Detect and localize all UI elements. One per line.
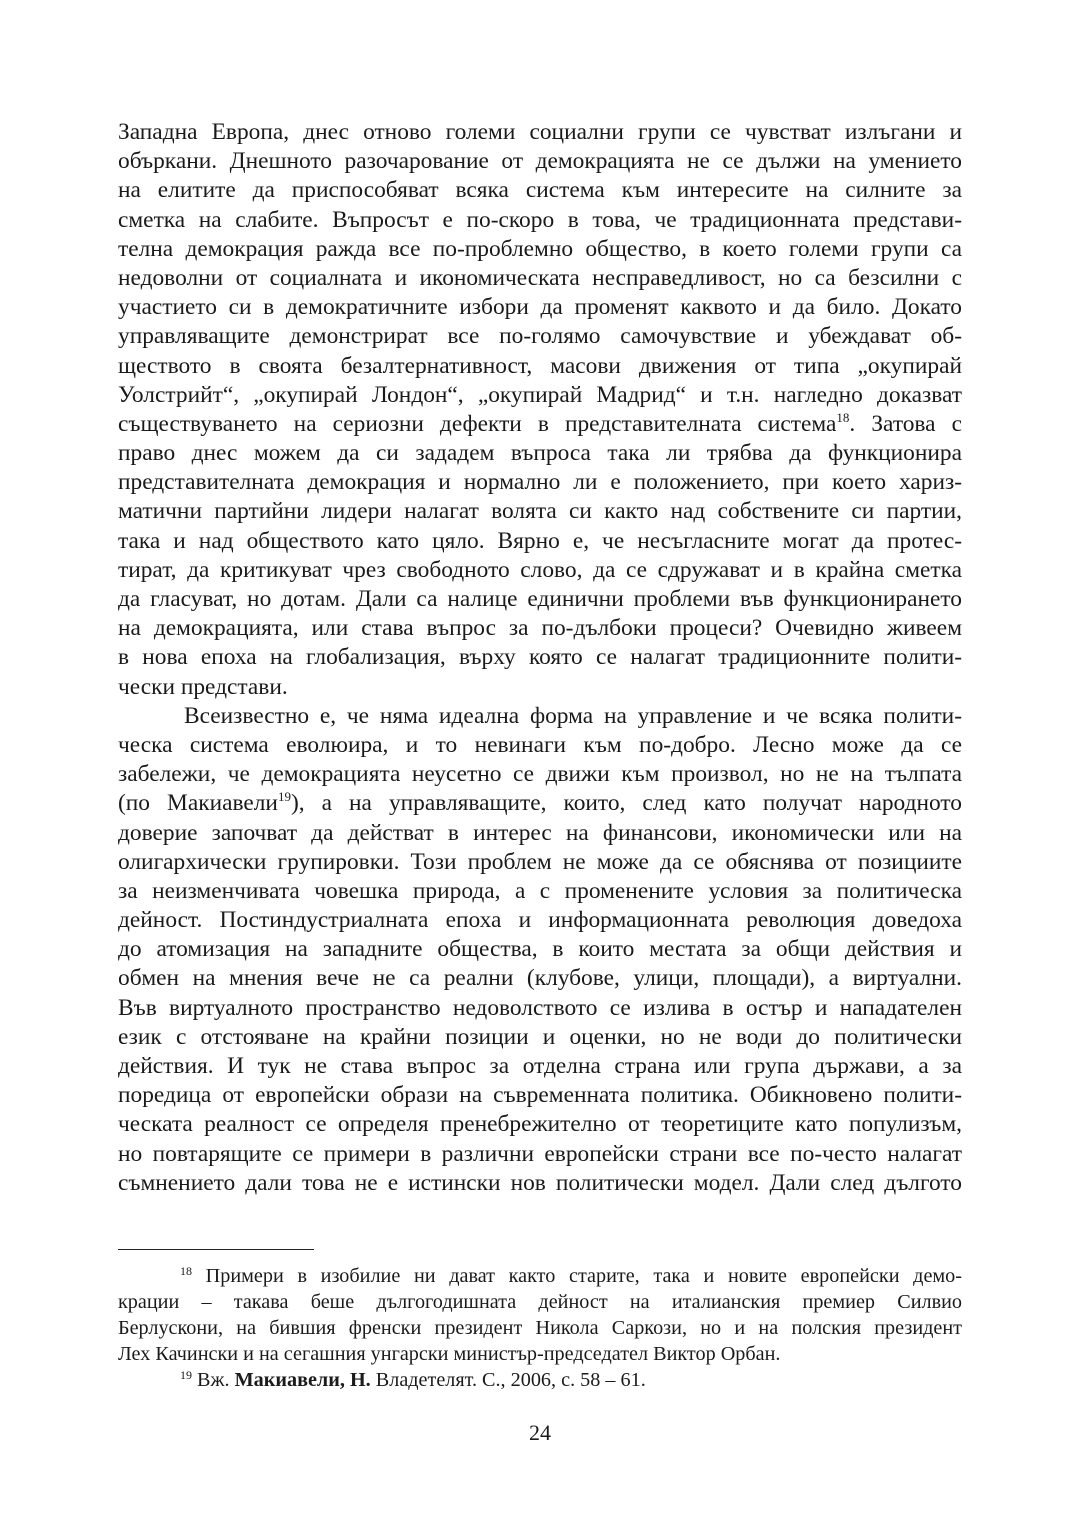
footnote-citation: Владетелят. С., 2006, с. 58 – 61. xyxy=(370,1369,646,1391)
text-line: да гласуват, но дотам. Дали са налице единични проблеми във функционирането xyxy=(118,586,962,612)
text-line: ческа система еволюира, и то невинаги към по-добро. Лесно може да се xyxy=(118,731,962,758)
text-line: представителната демокрация и нормално ли е положението, при което хариз- xyxy=(118,469,962,496)
text-line: поредица от европейски образи на съвременната политика. Обикновено полити- xyxy=(118,1082,962,1109)
footnotes xyxy=(118,1263,962,1393)
text-line: олигархически групировки. Този проблем не може да се обяснява от позициите xyxy=(118,848,962,875)
text-line: до атомизация на западните общества, в които местата за общи действия и xyxy=(118,936,962,963)
text-line: така и над обществото като цяло. Вярно е, че несъгласните могат да протес- xyxy=(118,527,962,554)
footnote-line: крации – такава беше дългогодишната дейност на италианския премиер Силвио xyxy=(118,1291,962,1313)
footnote-18 xyxy=(118,1263,962,1289)
footnote-ref-18[interactable]: 18 xyxy=(836,409,850,425)
text-line: Уолстрийт“, „окупирай Лондон“, „окупирай Мадрид“ и т.н. нагледно доказват xyxy=(118,381,962,408)
text-segment: (по Макиавели xyxy=(118,790,278,817)
footnote-author: Макиавели, Н. xyxy=(234,1369,371,1391)
text-line: объркани. Днешното разочарование от демокрацията не се дължи на умението xyxy=(118,148,962,175)
text-line: но повтарящите се примери в различни европейски страни все по-често налагат xyxy=(118,1140,962,1167)
text-line: обмен на мнения вече не са реални (клубове, улици, площади), а виртуални. xyxy=(118,965,962,992)
text-line: език с отстояване на крайни позиции и оценки, но не води до политически xyxy=(118,1023,962,1050)
footnote-19 xyxy=(118,1367,962,1393)
text-line: на елитите да приспособяват всяка система към интересите на силните за xyxy=(118,177,962,204)
text-line: дейност. Постиндустриалната епоха и информационната революция доведоха xyxy=(118,907,962,934)
text-line: сметка на слабите. Въпросът е по-скоро в това, че традиционната представи- xyxy=(118,206,962,233)
text-line: ческата реалност се определя пренебрежително от теоретиците като популизъм, xyxy=(118,1111,962,1138)
footnote-line: Лех Качински и на сегашния унгарски министър-председател Виктор Орбан. xyxy=(118,1343,781,1365)
text-line: Във виртуалното пространство недоволството се излива в остър и нападателен xyxy=(118,994,962,1021)
footnote-text: Примери в изобилие ни дават както старите, така и новите европейски демо- xyxy=(205,1265,962,1287)
text-line: доверие започват да действат в интерес на финансови, икономически или на xyxy=(118,819,962,846)
page-number: 24 xyxy=(529,1420,551,1445)
text-line: недоволни от социалната и икономическата несправедливост, но са безсилни с xyxy=(118,264,962,291)
text-line-indent: Всеизвестно е, че няма идеална форма на управление и че всяка полити- xyxy=(184,702,962,729)
text-line-with-footnote-ref xyxy=(118,410,962,439)
text-segment: съществуването на сериозни дефекти в представителната система xyxy=(118,410,837,437)
text-line: телна демокрация ражда все по-проблемно общество, в което големи групи са xyxy=(118,235,962,262)
text-line: матични партийни лидери налагат волята си както над собствените си партии, xyxy=(118,498,962,525)
footnote-ref-19[interactable]: 19 xyxy=(277,789,291,805)
text-line: действия. И тук не става въпрос за отделна страна или група държави, а за xyxy=(118,1053,962,1079)
text-line: тират, да критикуват чрез свободното слово, да се сдружават и в крайна сметка xyxy=(118,556,962,583)
text-line: за неизменчивата човешка природа, а с променените условия за политическа xyxy=(118,877,962,904)
footnote-divider xyxy=(118,1249,314,1250)
text-line-with-footnote-ref xyxy=(118,789,962,818)
text-line: чески представи. xyxy=(118,673,288,700)
text-line: участието си в демократичните избори да променят каквото и да било. Докато xyxy=(118,294,962,321)
text-line: Западна Европа, днес отново големи социални групи се чувстват излъгани и xyxy=(118,119,962,145)
text-line: на демокрацията, или става въпрос за по-дълбоки процеси? Очевидно живеем xyxy=(118,615,962,642)
footnote-prefix: Вж. xyxy=(197,1369,235,1391)
footnote-line: Берлускони, на бившия френски президент Никола Саркози, но и на полския президент xyxy=(118,1317,962,1339)
footnote-number: 19 xyxy=(180,1368,192,1382)
footnote-number: 18 xyxy=(180,1264,192,1278)
text-line: съмнението дали това не е истински нов политически модел. Дали след дългото xyxy=(118,1169,962,1196)
text-segment: ), а на управляващите, които, след като получат народното xyxy=(290,790,962,817)
main-text xyxy=(118,118,962,1198)
text-line: управляващите демонстрират все по-голямо самочувствие и убеждават об- xyxy=(118,323,962,350)
text-segment: . Затова с xyxy=(849,410,962,437)
text-line: забележи, че демокрацията неусетно се движи към произвол, но не на тълпата xyxy=(118,761,962,788)
text-line: право днес можем да си зададем въпроса така ли трябва да функционира xyxy=(118,440,962,467)
text-line: ществото в своята безалтернативност, масови движения от типа „окупирай xyxy=(118,352,962,379)
text-line: в нова епоха на глобализация, върху която се налагат традиционните полити- xyxy=(118,644,962,671)
